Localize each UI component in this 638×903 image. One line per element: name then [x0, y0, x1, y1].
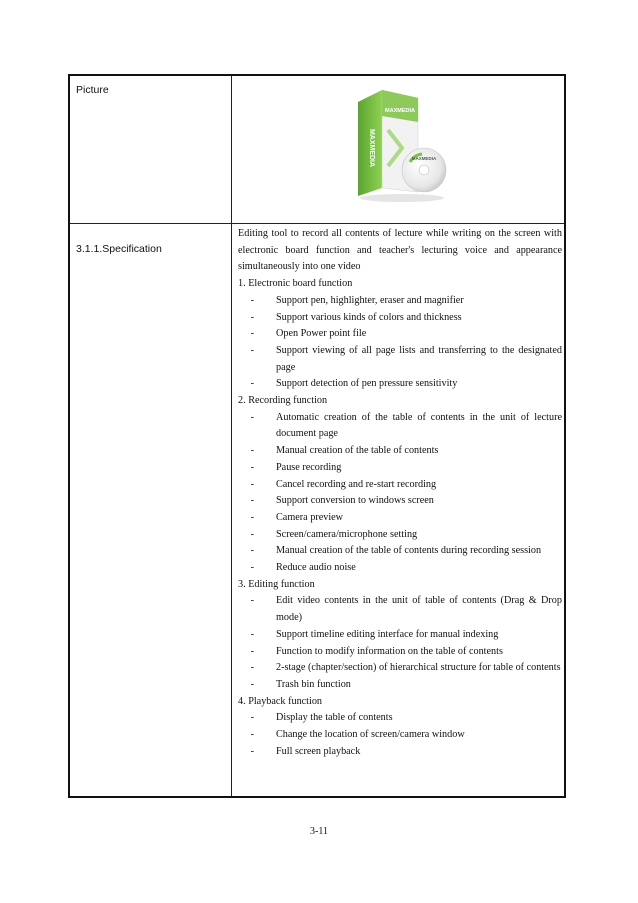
row-divider [70, 223, 564, 224]
spec-intro: Editing tool to record all contents of lecture while writing on the screen with electronic board function and teacher's lecturing voice and appearance simultaneously into one video [238, 228, 562, 273]
list-item: - Support detection of pen pressure sensitivity [250, 378, 458, 390]
list-item: - Open Power point file [250, 328, 367, 340]
section-title: 4. Playback function [238, 695, 323, 707]
list-item: - Screen/camera/microphone setting [250, 528, 418, 540]
list-item: - Reduce audio noise [250, 562, 356, 574]
list-item: - Camera preview [250, 511, 344, 523]
section-editing [238, 577, 562, 694]
list-item: - Pause recording [250, 461, 342, 473]
section-title: 3. Editing function [238, 578, 315, 590]
list-item: - Edit video contents in the unit of table of contents (Drag & Drop mode) [250, 595, 562, 624]
section-electronic-board [238, 276, 562, 393]
column-divider [231, 76, 232, 796]
product-box-image [352, 88, 452, 206]
section-title: 1. Electronic board function [238, 278, 353, 290]
specification-content [238, 226, 562, 761]
list-item: - Support various kinds of colors and thickness [250, 311, 462, 323]
disc-brand-text: MAXMEDIA [411, 156, 437, 161]
section-title: 2. Recording function [238, 395, 328, 407]
picture-label: Picture [76, 84, 109, 96]
list-item: - 2-stage (chapter/section) of hierarchical structure for table of contents [250, 662, 561, 674]
section-recording [238, 393, 562, 577]
list-item: - Manual creation of the table of contents during recording session [250, 545, 542, 557]
list-item: - Support conversion to windows screen [250, 495, 434, 507]
list-item: - Trash bin function [250, 678, 351, 690]
list-item: - Cancel recording and re-start recording [250, 478, 437, 490]
list-item: - Support timeline editing interface for manual indexing [250, 628, 499, 640]
box-front-brand-text: MAXMEDIA [385, 108, 415, 114]
page-number: 3-11 [310, 826, 328, 837]
list-item: - Display the table of contents [250, 712, 393, 724]
list-item: - Automatic creation of the table of contents in the unit of lecture document page [250, 411, 562, 440]
list-item: - Change the location of screen/camera window [250, 729, 465, 741]
specification-label: 3.1.1.Specification [76, 243, 162, 255]
section-playback [238, 694, 562, 761]
list-item: - Support viewing of all page lists and transferring to the designated page [250, 344, 562, 373]
list-item: - Full screen playback [250, 745, 361, 757]
list-item: - Function to modify information on the table of contents [250, 645, 503, 657]
list-item: - Manual creation of the table of contents [250, 445, 439, 457]
list-item: - Support pen, highlighter, eraser and magnifier [250, 294, 464, 306]
box-brand-text: MAXMEDIA [368, 128, 375, 168]
specification-table [68, 74, 566, 798]
